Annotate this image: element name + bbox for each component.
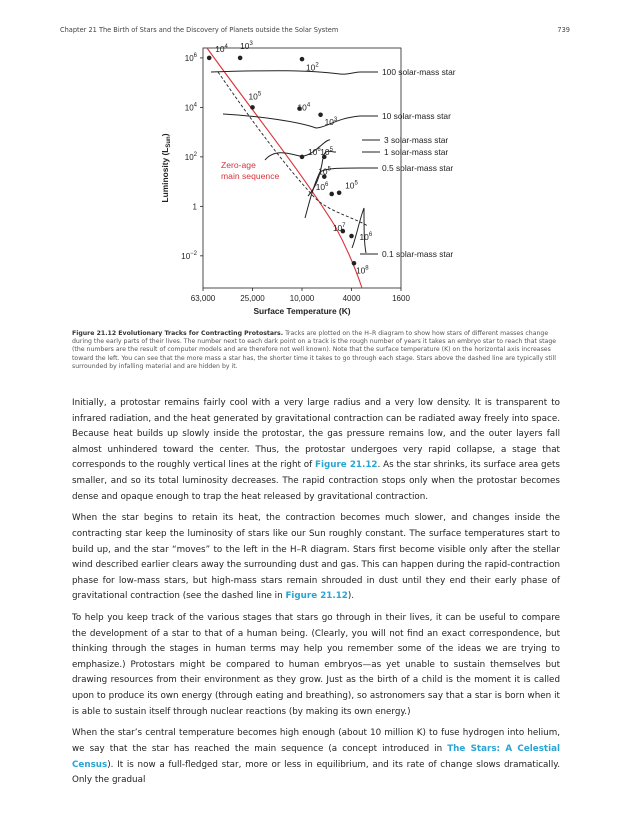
x-axis-label: Surface Temperature (K) <box>253 306 351 316</box>
zams-label-line2: main sequence <box>221 171 280 181</box>
point-age-label: $10^4$ <box>297 102 311 113</box>
point-age-label: $10^3$ <box>240 40 253 51</box>
paragraph-2 <box>72 511 560 605</box>
point-age-label: $10^6$ <box>315 181 329 192</box>
chapter-title: Chapter 21 The Birth of Stars and the Discovery of Planets outside the Solar System <box>60 26 339 34</box>
y-tick-label: $10^{-2}$ <box>181 250 197 261</box>
x-tick-label: 25,000 <box>240 294 265 303</box>
x-tick-label: 63,000 <box>190 294 216 303</box>
point-age-label: $10^2$ <box>306 62 319 73</box>
point-age-label: $10^8$ <box>355 265 369 276</box>
point-age-label: $10^5$ <box>345 180 358 191</box>
track-point <box>318 113 323 118</box>
y-tick-label: $10^4$ <box>184 102 197 113</box>
y-tick-label: $10^6$ <box>184 52 197 63</box>
y-axis-label-sub: Sun <box>166 136 172 148</box>
point-age-label: $10^6$ <box>308 146 321 157</box>
paragraph-1-text-a: Initially, a protostar remains fairly cool with a very large radius and a very low density. It is transparent to infrared radiation, and the heat generated by gravitational contraction can be radiated away freely into space. Because heat builds up slowly inside the protostar, the gas pressure remains low, and the outer layers fall almost unhindered toward the center. Thus, the protostar undergoes very rapid collapse, a stage that corresponds to the roughly vertical lines at the right of <box>72 398 560 471</box>
paragraph-1 <box>72 396 560 505</box>
x-tick-label: 1600 <box>392 294 410 303</box>
track-point <box>329 192 334 197</box>
track-label: 0.1 solar-mass star <box>382 249 454 259</box>
point-age-label: $10^5$ <box>320 146 333 157</box>
point-age-label: $10^6$ <box>359 232 373 243</box>
zams-label-line1: Zero-age <box>221 160 256 170</box>
point-age-label: $10^3$ <box>324 116 338 127</box>
track-point <box>337 190 342 195</box>
paragraph-3: To help you keep track of the various stages that stars go through in their lives, it can be useful to compare the development of a star to that of a human being. (Clearly, you will not find an exact correspondence, but thinking through the stages in human terms may help you remember some of the ideas we are trying to emphasize.) Protostars might be compared to human embryos—as yet unable to sustain themselves but drawing resources from their environment as they grow. Just as the birth of a child is the moment it is called upon to produce its own energy (through eating and breathing), so astronomers say that a star is born when it is able to sustain itself through nuclear reactions (by making its own energy.) <box>72 613 560 717</box>
figure-caption <box>72 330 560 371</box>
y-axis-label-main: Luminosity (L <box>160 147 170 203</box>
y-axis-label <box>160 133 172 202</box>
y-tick-label: $10^2$ <box>184 151 197 162</box>
paragraph-1-text-b: . As the star shrinks, its surface area gets smaller, and so its total luminosity decreases. The rapid contraction stops only when the protostar becomes dense and opaque enough to trap the heat released by gravitational contraction. <box>72 460 560 502</box>
paragraph-2-text-b: ). <box>347 591 355 602</box>
paragraph-4-text-a: When the star’s central temperature becomes high enough (about 10 million K) to fuse hydrogen into helium, we say that the star has reached the main sequence (a concept introduced in <box>72 728 560 755</box>
track-point <box>238 56 243 61</box>
track-label: 3 solar-mass star <box>384 135 449 145</box>
y-tick-label: 1 <box>192 202 197 212</box>
point-age-label: $10^7$ <box>332 223 346 234</box>
figure-21-12-link-2[interactable]: Figure 21.12 <box>285 591 348 602</box>
x-tick-label: 10,000 <box>289 294 315 303</box>
point-age-label: $10^5$ <box>318 166 331 177</box>
figure-21-12-link[interactable]: Figure 21.12 <box>315 460 378 471</box>
paragraph-4 <box>72 726 560 788</box>
paragraph-2-text-a: When the star begins to retain its heat, the contraction becomes much slower, and changes inside the contracting star keep the luminosity of stars like our Sun roughly constant. The surface temperatures start to build up, and the star “moves” to the left in the H–R diagram. Stars first become visible only after the stellar wind described earlier clears away the surrounding dust and gas. This can happen during the rapid-contraction phase for low-mass stars, but high-mass stars remain shrouded in dust until they end their early phase of gravitational contraction (see the dashed line in <box>72 513 560 602</box>
paragraph-4-text-b: ). It is now a full-fledged star, more or less in equilibrium, and its rate of change slows dramatically. Only the gradual <box>72 759 560 786</box>
page-number: 739 <box>557 26 570 34</box>
track-point <box>250 105 255 110</box>
caption-text: Tracks are plotted on the H–R diagram to show how stars of different masses change during the early parts of their lives. The number next to each dark point on a track is the rough number of years it takes an embryo star to reach that stage (the numbers are the result of computer models and are therefore not well known). Note that the surface temperature (K) on the horizontal axis increases toward the left. You can see that the more mass a star has, the shorter time it takes to go through each stage. Stars above the dashed line are typically still surrounded by infalling material and are hidden by it. <box>72 330 557 370</box>
track-point <box>207 56 212 61</box>
track-label: 100 solar-mass star <box>382 67 456 77</box>
point-age-label: $10^4$ <box>215 43 228 54</box>
caption-label: Figure 21.12 Evolutionary Tracks for Contracting Protostars. <box>72 330 284 337</box>
track-label: 0.5 solar-mass star <box>382 163 454 173</box>
body-text <box>72 396 560 795</box>
track-point <box>300 57 305 62</box>
y-axis-label-close: ) <box>160 133 170 137</box>
hr-diagram-figure <box>140 40 480 324</box>
celestial-census-link[interactable]: The Stars: A Celestial Census <box>72 744 560 770</box>
x-tick-label: 4000 <box>342 294 361 303</box>
track-label: 10 solar-mass star <box>382 111 451 121</box>
track-label: 1 solar-mass star <box>384 147 449 157</box>
track-point <box>300 155 305 160</box>
hr-diagram-chart <box>140 40 480 324</box>
track-point <box>349 234 354 239</box>
point-age-label: $10^5$ <box>248 91 262 102</box>
